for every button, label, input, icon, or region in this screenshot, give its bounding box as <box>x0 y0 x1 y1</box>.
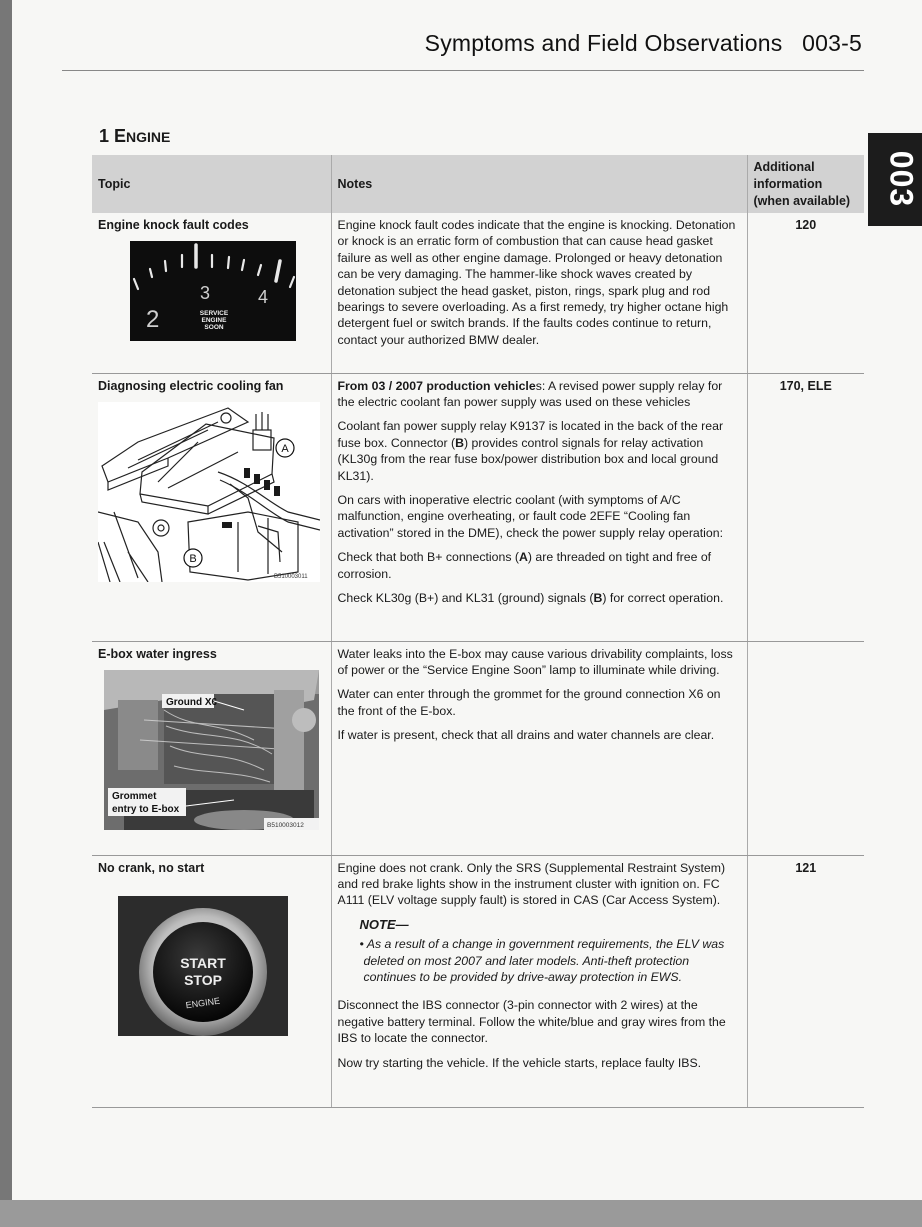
header-info-line1: Additional <box>753 159 815 174</box>
callout-a: A <box>281 442 289 455</box>
note-heading: NOTE— <box>359 916 409 932</box>
page-header-title: Symptoms and Field Observations 003-5 <box>424 30 862 56</box>
topic-title: No crank, no start <box>98 860 205 875</box>
scan-edge-left <box>0 0 12 1227</box>
symptoms-table <box>92 155 864 1108</box>
page <box>12 0 922 1200</box>
figure-code: B510003012 <box>267 821 304 829</box>
header-additional-info <box>747 155 864 213</box>
note-text: ) provides control signals for relay activation (KL30g from the rear fuse box/power distribution box and local ground KL31). <box>337 435 719 483</box>
note-bold: B <box>593 590 603 605</box>
header-info-line3: (when available) <box>753 193 851 208</box>
table-row <box>92 213 864 373</box>
note-paragraph <box>338 590 741 606</box>
topic-title: E-box water ingress <box>98 646 217 661</box>
button-label-engine: ENGINE <box>185 995 221 1011</box>
note-text: Check that both B+ connections ( <box>337 550 519 565</box>
section-title-cap: E <box>114 126 127 146</box>
cooling-fan-relay-diagram <box>98 402 320 582</box>
callout-b: B <box>189 552 197 565</box>
note-bold: B <box>455 435 464 450</box>
section-title <box>99 126 170 147</box>
notes-cell <box>331 373 747 641</box>
button-label-start: START <box>180 954 226 971</box>
topic-cell <box>92 373 331 641</box>
header-info-line2: information <box>753 176 823 191</box>
note-text: ) for correct operation. <box>602 590 724 605</box>
table-row <box>92 855 864 1107</box>
topic-cell <box>92 641 331 855</box>
warning-light-line3: SOON <box>204 324 224 332</box>
notes-cell <box>331 855 747 1107</box>
header-notes: Notes <box>331 155 747 213</box>
button-label-stop: STOP <box>184 971 222 988</box>
note-paragraph: If water is present, check that all drains and water channels are clear. <box>337 728 715 743</box>
start-stop-button-photo <box>118 896 288 1036</box>
ebox-photo <box>104 670 319 830</box>
table-row <box>92 373 864 641</box>
figure-code: B510003011 <box>274 573 308 580</box>
note-paragraph <box>338 549 741 582</box>
topic-cell <box>92 213 331 373</box>
note-bullet-text <box>360 936 741 985</box>
gauge-number-2: 2 <box>146 306 160 334</box>
table-row <box>92 641 864 855</box>
note-paragraph: Water leaks into the E-box may cause various drivability complaints, loss of power or the “Service Engine Soon” lamp to illuminate while driving. <box>337 646 733 677</box>
header-topic: Topic <box>92 155 331 213</box>
note-paragraph: Water can enter through the grommet for the ground connection X6 on the front of the E-box. <box>337 687 721 718</box>
dashboard-gauge-image <box>130 241 296 341</box>
info-cell: 170, ELE <box>747 373 864 641</box>
bullet-icon: • <box>359 937 364 952</box>
topic-title: Diagnosing electric cooling fan <box>98 378 284 393</box>
notes-cell <box>331 641 747 855</box>
warning-light-line2: ENGINE <box>201 317 227 325</box>
note-text: Check KL30g (B+) and KL31 (ground) signals ( <box>337 590 594 605</box>
gauge-number-3: 3 <box>200 283 211 304</box>
info-cell: 121 <box>747 855 864 1107</box>
label-grommet: Grommet <box>112 790 157 802</box>
note-callout <box>338 917 741 986</box>
scan-edge-bottom <box>0 1200 922 1227</box>
gauge-number-4: 4 <box>258 287 269 308</box>
label-ground-x6: Ground X6 <box>166 696 218 708</box>
section-number: 1 <box>99 126 110 146</box>
warning-light-line1: SERVICE <box>199 310 229 318</box>
note-text: s: A revised power supply relay for the electric coolant fan power supply was used on these vehicles <box>337 378 723 409</box>
note-paragraph: Disconnect the IBS connector (3-pin connector with 2 wires) at the negative battery terminal. Follow the white/blue and gray wires from the IBS to locate the connector. <box>337 998 726 1046</box>
note-bold: A <box>519 550 528 565</box>
note-text: ) are threaded on tight and free of corrosion. <box>337 550 712 581</box>
section-title-rest: NGINE <box>126 129 171 145</box>
info-cell <box>747 641 864 855</box>
note-text: Coolant fan power supply relay K9137 is located in the back of the rear fuse box. Connector ( <box>337 419 724 450</box>
label-grommet-entry: entry to E-box <box>112 803 180 815</box>
note-paragraph: On cars with inoperative electric coolant (with symptoms of A/C malfunction, engine overheating, or fault code 2EFE “Cooling fan activation” stored in the DME), check the power supply relay operation: <box>337 492 723 540</box>
chapter-tab-label: 003 <box>883 150 920 208</box>
note-paragraph: Engine does not crank. Only the SRS (Supplemental Restraint System) and red brake lights show in the instrument cluster with ignition on. FC A111 (ELV voltage supply fault) is stored in CAS (Car Access System). <box>337 860 726 908</box>
note-paragraph: Engine knock fault codes indicate that the engine is knocking. Detonation or knock is an erratic form of combustion that can cause head gasket failure as well as other engine damage. Prolonged or heavy detonation can be very damaging. The hammer-like shock waves created by detonation subject the head gasket, piston, rings, spark plug and rod bearings to severe overloading. As a first remedy, try higher octane high detergent fuel or switch brands. If the faults codes continue to return, contact your authorized BMW dealer. <box>337 218 736 347</box>
note-paragraph: Now try starting the vehicle. If the vehicle starts, replace faulty IBS. <box>337 1055 702 1070</box>
note-bold: From 03 / 2007 production vehicle <box>337 378 536 393</box>
topic-cell <box>92 855 331 1107</box>
chapter-tab <box>868 133 922 226</box>
note-paragraph <box>338 418 741 484</box>
header-rule <box>62 70 864 71</box>
note-paragraph <box>338 378 741 411</box>
table-header-row <box>92 155 864 213</box>
info-cell: 120 <box>747 213 864 373</box>
notes-cell <box>331 213 747 373</box>
note-italic-text: As a result of a change in government requirements, the ELV was deleted on most 2007 and later models. Anti-theft protection continues to be provided by drive-away protection in EWS. <box>363 937 725 984</box>
topic-title: Engine knock fault codes <box>98 218 249 232</box>
